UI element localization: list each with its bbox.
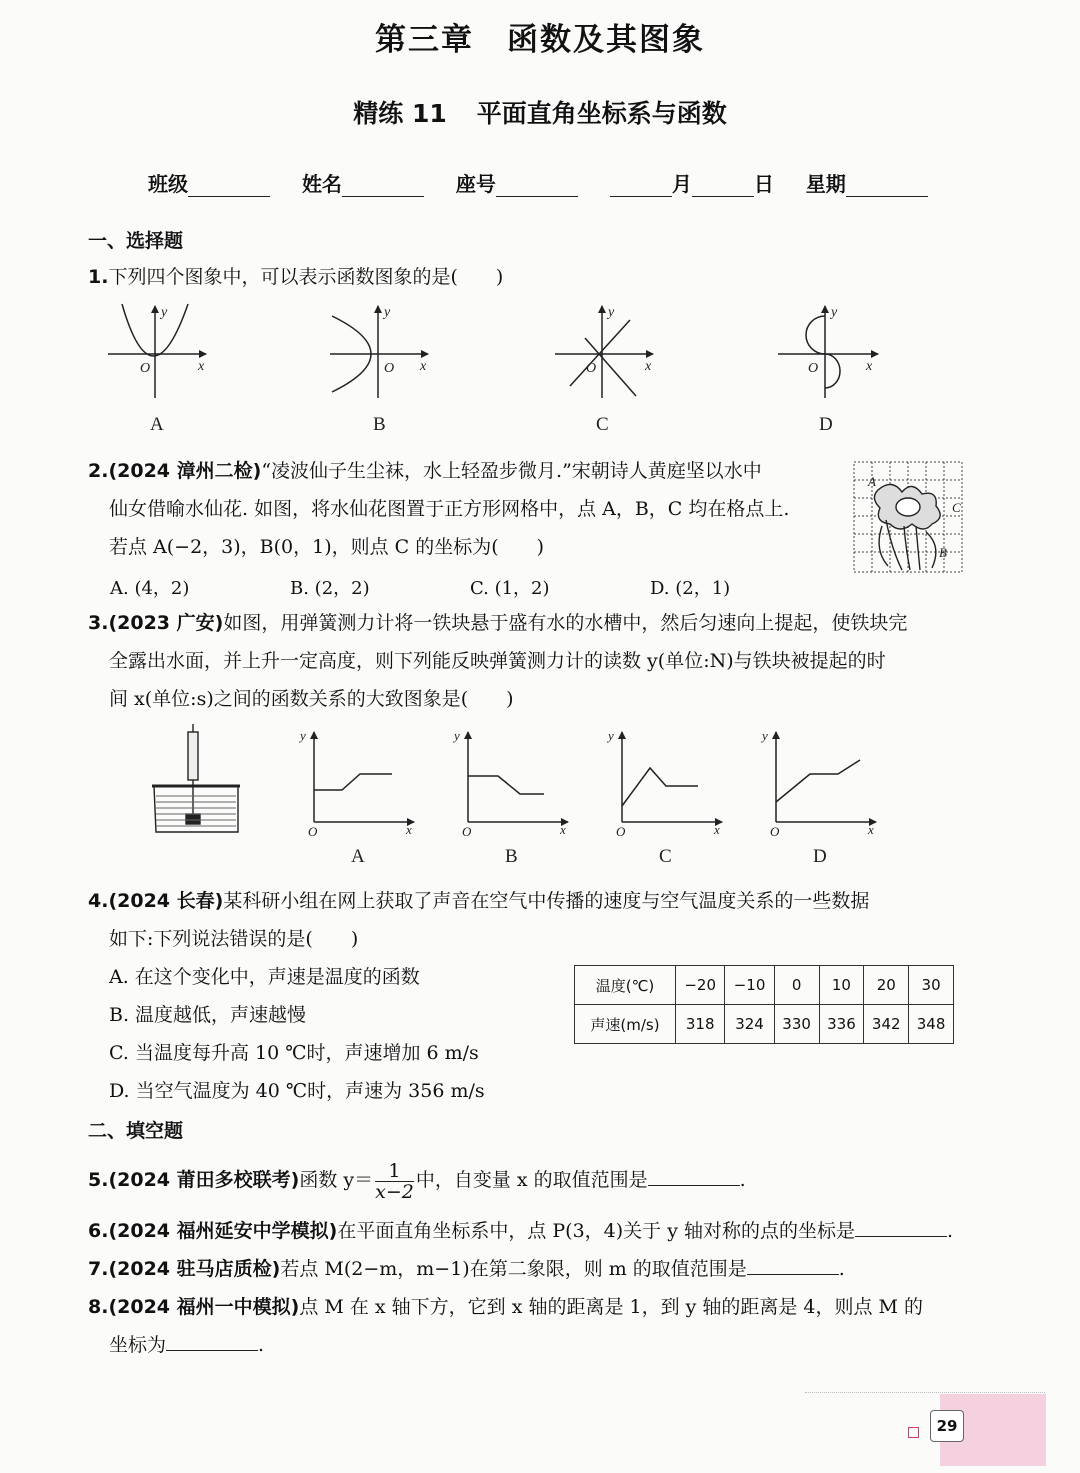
table-header-temperature: 温度(℃) — [575, 966, 676, 1005]
q3-option-b[interactable]: B — [505, 846, 518, 867]
q1-option-b[interactable]: B — [373, 414, 386, 435]
seat-label: 座号 — [455, 172, 496, 196]
q2-point-a-label: A — [868, 474, 876, 489]
table-cell: 324 — [725, 1005, 774, 1044]
q7-source: (2024 驻马店质检) — [108, 1258, 281, 1280]
q2-source: (2024 漳州二检) — [108, 460, 262, 482]
table-cell: 20 — [864, 966, 909, 1005]
q1a-origin-label: O — [140, 361, 151, 376]
table-cell: 330 — [774, 1005, 819, 1044]
q5-end: . — [739, 1169, 746, 1191]
q3d-origin-label: O — [770, 824, 780, 839]
question-7 — [88, 1250, 845, 1288]
q1c-y-label: y — [608, 305, 615, 320]
q2-point-b-label: B — [939, 545, 947, 560]
q1d-origin-label: O — [808, 361, 819, 376]
q2-point-c-label: C — [952, 500, 961, 515]
q2-option-c[interactable]: C. (1，2) — [470, 578, 550, 599]
q1b-y-label: y — [384, 305, 391, 320]
q1a-y-label: y — [161, 305, 168, 320]
q5-post: 中，自变量 x 的取值范围是 — [415, 1169, 648, 1191]
q3b-origin-label: O — [462, 824, 472, 839]
table-cell: 10 — [819, 966, 864, 1005]
exercise-number: 精练 11 — [353, 99, 447, 128]
q1c-origin-label: O — [586, 361, 597, 376]
q3c-origin-label: O — [616, 824, 626, 839]
q1d-x-label: x — [866, 359, 873, 374]
q7-end: . — [838, 1258, 845, 1280]
q3b-x-label: x — [560, 822, 566, 837]
name-blank[interactable] — [342, 172, 424, 197]
spring-scale-tank-icon — [152, 724, 240, 832]
q3a-y-label: y — [300, 728, 306, 743]
q4-option-d[interactable]: D. 当空气温度为 40 ℃时，声速为 356 m/s — [109, 1080, 485, 1102]
q2-number: 2. — [88, 460, 109, 482]
q5-answer-blank[interactable] — [648, 1165, 740, 1186]
q3a-origin-label: O — [308, 824, 318, 839]
table-cell: −20 — [676, 966, 725, 1005]
q1-graph-d — [778, 306, 878, 398]
q4-option-c[interactable]: C. 当温度每升高 10 ℃时，声速增加 6 m/s — [109, 1042, 479, 1064]
q4-option-b[interactable]: B. 温度越低，声速越慢 — [109, 1004, 307, 1026]
q6-source: (2024 福州延安中学模拟) — [108, 1220, 338, 1242]
q1-option-c[interactable]: C — [596, 414, 609, 435]
q8-answer-blank[interactable] — [166, 1330, 258, 1351]
q7-number: 7. — [88, 1258, 109, 1280]
q3-graph-b — [468, 732, 568, 822]
q7-text: 若点 M(2−m，m−1)在第二象限，则 m 的取值范围是 — [280, 1258, 747, 1280]
student-info-row — [148, 168, 928, 197]
q5-frac-den: x−2 — [375, 1180, 414, 1203]
q1-number: 1. — [88, 266, 109, 288]
q3-figures — [150, 722, 890, 870]
q3-graph-a — [314, 732, 414, 822]
q2-option-d[interactable]: D. (2，1) — [650, 578, 731, 599]
table-header-speed: 声速(m/s) — [575, 1005, 676, 1044]
q6-number: 6. — [88, 1220, 109, 1242]
q1-graph-a — [108, 304, 206, 398]
q3-option-d[interactable]: D — [813, 846, 827, 867]
q5-pre: 函数 y＝ — [299, 1169, 374, 1191]
q1-text: 下列四个图象中，可以表示函数图象的是( ) — [108, 266, 504, 288]
question-3 — [88, 604, 907, 718]
q1-graph-c — [555, 306, 653, 398]
table-cell: 348 — [909, 1005, 954, 1044]
week-label: 星期 — [805, 172, 846, 196]
q2-option-b[interactable]: B. (2，2) — [290, 578, 370, 599]
exercise-title: 平面直角坐标系与函数 — [476, 99, 727, 128]
q8-line1: 点 M 在 x 轴下方，它到 x 轴的距离是 1，到 y 轴的距离是 4，则点 M 的 — [299, 1296, 924, 1318]
q4-line2: 如下:下列说法错误的是( ) — [109, 928, 359, 950]
question-2 — [88, 452, 789, 566]
day-label: 日 — [753, 172, 774, 196]
q3b-y-label: y — [454, 728, 460, 743]
section-choice-heading: 一、选择题 — [88, 230, 184, 252]
q5-number: 5. — [88, 1169, 109, 1191]
q8-end: . — [258, 1334, 265, 1356]
q2-line1: “凌波仙子生尘袜，水上轻盈步微月.”宋朝诗人黄庭坚以水中 — [261, 460, 762, 482]
table-cell: 336 — [819, 1005, 864, 1044]
q3-option-c[interactable]: C — [659, 846, 672, 867]
question-8 — [88, 1288, 923, 1364]
week-blank[interactable] — [846, 172, 928, 197]
day-blank[interactable] — [692, 172, 754, 197]
table-cell: 318 — [676, 1005, 725, 1044]
q6-end: . — [946, 1220, 954, 1242]
q4-option-a[interactable]: A. 在这个变化中，声速是温度的函数 — [109, 966, 420, 988]
month-label: 月 — [671, 172, 692, 196]
chapter-title: 第三章 函数及其图象 — [375, 22, 705, 58]
q1c-x-label: x — [645, 359, 652, 374]
q4-data-table — [574, 965, 954, 1044]
q3-line2: 全露出水面，并上升一定高度，则下列能反映弹簧测力计的读数 y(单位:N)与铁块被提起的时 — [109, 650, 886, 672]
q3-graph-d — [776, 732, 876, 822]
seat-blank[interactable] — [496, 172, 578, 197]
table-cell: 0 — [774, 966, 819, 1005]
q5-frac-num: 1 — [375, 1161, 414, 1182]
month-blank[interactable] — [610, 172, 672, 197]
table-cell: 30 — [909, 966, 954, 1005]
q8-number: 8. — [88, 1296, 109, 1318]
q1d-y-label: y — [831, 305, 838, 320]
q8-source: (2024 福州一中模拟) — [108, 1296, 300, 1318]
name-label: 姓名 — [301, 172, 342, 196]
q1-option-d[interactable]: D — [819, 414, 833, 435]
page-number: 29 — [930, 1410, 964, 1442]
q1a-x-label: x — [198, 359, 205, 374]
q3-graph-c — [622, 732, 722, 822]
class-blank[interactable] — [188, 172, 270, 197]
q8-line2: 坐标为 — [109, 1334, 167, 1356]
q3-line1: 如图，用弹簧测力计将一铁块悬于盛有水的水槽中，然后匀速向上提起，使铁块完 — [223, 612, 908, 634]
question-6 — [88, 1212, 953, 1250]
q3-number: 3. — [88, 612, 109, 634]
q3-option-a[interactable]: A — [351, 846, 365, 867]
section-fill-heading: 二、填空题 — [88, 1120, 184, 1142]
q3a-x-label: x — [406, 822, 412, 837]
q3c-x-label: x — [714, 822, 720, 837]
q1-option-a[interactable]: A — [150, 414, 164, 435]
table-cell: −10 — [725, 966, 774, 1005]
q1b-origin-label: O — [384, 361, 395, 376]
question-1 — [88, 258, 503, 296]
q5-source: (2024 莆田多校联考) — [108, 1169, 300, 1191]
exercise-heading — [0, 94, 1080, 130]
question-5 — [88, 1158, 746, 1202]
q4-source: (2024 长春) — [108, 890, 224, 912]
q3-source: (2023 广安) — [108, 612, 224, 634]
table-row-speed — [575, 1005, 954, 1044]
footer-divider — [805, 1392, 1045, 1393]
q2-narcissus-grid — [852, 460, 964, 576]
q3c-y-label: y — [608, 728, 614, 743]
table-row-temperature — [575, 966, 954, 1005]
table-cell: 342 — [864, 1005, 909, 1044]
q7-answer-blank[interactable] — [747, 1254, 839, 1275]
q1-graph-b — [330, 306, 428, 398]
q2-line2: 仙女借喻水仙花. 如图，将水仙花图置于正方形网格中，点 A，B，C 均在格点上. — [109, 498, 790, 520]
q3-line3: 间 x(单位:s)之间的函数关系的大致图象是( ) — [109, 688, 514, 710]
q2-option-a[interactable]: A. (4，2) — [110, 578, 190, 599]
narcissus-flower-icon — [874, 484, 940, 570]
q1-graphs — [100, 298, 900, 438]
q4-number: 4. — [88, 890, 109, 912]
q5-fraction — [375, 1161, 414, 1202]
q3d-x-label: x — [868, 822, 874, 837]
footer-square-icon — [908, 1427, 919, 1438]
q3d-y-label: y — [762, 728, 768, 743]
class-label: 班级 — [148, 172, 188, 196]
q2-line3: 若点 A(−2，3)，B(0，1)，则点 C 的坐标为( ) — [109, 536, 545, 558]
q6-text: 在平面直角坐标系中，点 P(3，4)关于 y 轴对称的点的坐标是 — [337, 1220, 855, 1242]
q4-line1: 某科研小组在网上获取了声音在空气中传播的速度与空气温度关系的一些数据 — [223, 890, 870, 912]
q1b-x-label: x — [420, 359, 427, 374]
q6-answer-blank[interactable] — [855, 1216, 947, 1237]
